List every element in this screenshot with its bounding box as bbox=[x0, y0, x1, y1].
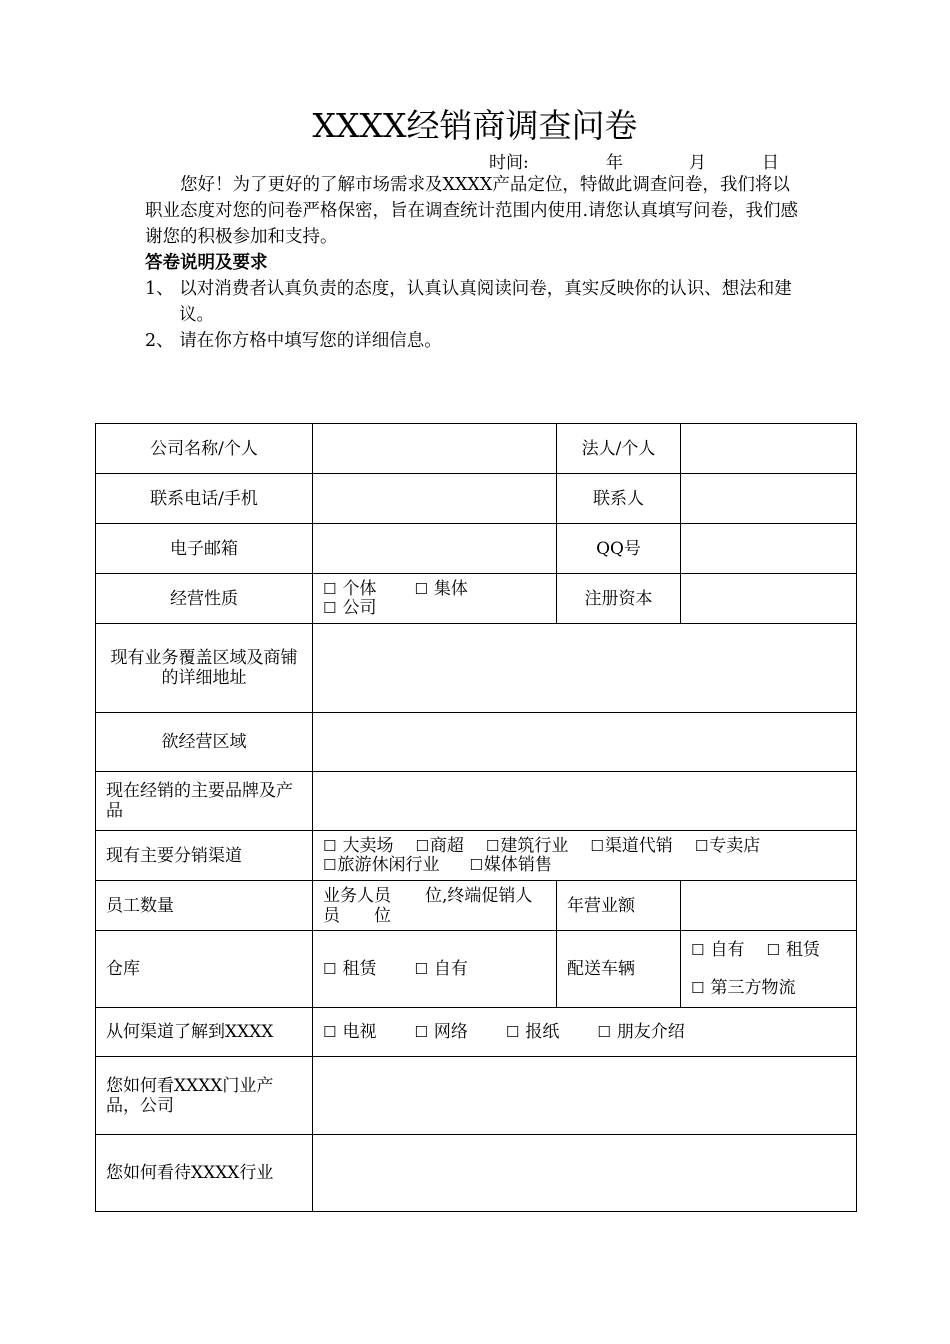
revenue-field[interactable] bbox=[681, 881, 857, 931]
source-label: 从何渠道了解到XXXX bbox=[96, 1008, 313, 1057]
checkbox-icon[interactable]: ☐ bbox=[415, 836, 429, 855]
checkbox-icon[interactable]: ☐ bbox=[414, 960, 428, 978]
coverage-label: 现有业务覆盖区域及商铺的详细地址 bbox=[96, 624, 313, 713]
channel-option[interactable]: ☐ 大卖场 bbox=[323, 835, 394, 856]
channels-label: 现有主要分销渠道 bbox=[96, 831, 313, 881]
contact-field[interactable] bbox=[681, 474, 857, 524]
checkbox-icon[interactable]: ☐ bbox=[691, 941, 705, 959]
business-nature-options bbox=[313, 574, 557, 624]
instructions-heading: 答卷说明及要求 bbox=[145, 253, 268, 273]
source-option[interactable]: ☐ 电视 bbox=[323, 1022, 377, 1042]
checkbox-icon[interactable]: ☐ bbox=[766, 941, 780, 959]
nature-option[interactable]: ☐ 集体 bbox=[414, 578, 468, 599]
channel-option[interactable]: ☐渠道代销 bbox=[590, 835, 673, 856]
source-options bbox=[313, 1008, 857, 1057]
view-industry-label: 您如何看待XXXX行业 bbox=[96, 1135, 313, 1212]
checkbox-icon[interactable]: ☐ bbox=[323, 960, 337, 978]
checkbox-icon[interactable]: ☐ bbox=[323, 579, 337, 598]
phone-label: 联系电话/手机 bbox=[96, 474, 313, 524]
page-title: XXXX经销商调查问卷 bbox=[312, 106, 638, 145]
desired-region-label: 欲经营区域 bbox=[96, 713, 313, 772]
checkbox-icon[interactable]: ☐ bbox=[323, 836, 337, 855]
business-nature-label: 经营性质 bbox=[96, 574, 313, 624]
checkbox-icon[interactable]: ☐ bbox=[590, 836, 604, 855]
date-day: 日 bbox=[762, 153, 779, 173]
legal-person-field[interactable] bbox=[681, 424, 857, 474]
warehouse-option[interactable]: ☐ 租赁 bbox=[323, 959, 377, 979]
warehouse-option[interactable]: ☐ 自有 bbox=[414, 959, 468, 979]
qq-field[interactable] bbox=[681, 524, 857, 574]
checkbox-icon[interactable]: ☐ bbox=[323, 598, 337, 617]
checkbox-icon[interactable]: ☐ bbox=[414, 1023, 428, 1041]
date-label: 时间: bbox=[489, 153, 529, 173]
checkbox-icon[interactable]: ☐ bbox=[323, 1023, 337, 1041]
revenue-label: 年营业额 bbox=[557, 881, 681, 931]
checkbox-icon[interactable]: ☐ bbox=[694, 836, 709, 855]
intro-greeting: 您好！为了更好的了解市场需求及XXXX产品定位，特做此调查问卷，我们将以职业态度对您的问卷严格保密，旨在调查统计范围内使用.请您认真填写问卷，我们感谢您的积极参加和支持。 bbox=[145, 175, 799, 247]
vehicles-options bbox=[681, 931, 857, 1008]
source-option[interactable]: ☐ 网络 bbox=[414, 1022, 468, 1042]
contact-label: 联系人 bbox=[557, 474, 681, 524]
warehouse-label: 仓库 bbox=[96, 931, 313, 1008]
checkbox-icon[interactable]: ☐ bbox=[469, 855, 483, 874]
checkbox-icon[interactable]: ☐ bbox=[414, 579, 428, 598]
date-line bbox=[0, 148, 950, 172]
channel-option[interactable]: ☐媒体销售 bbox=[469, 854, 552, 875]
survey-form-table bbox=[95, 423, 857, 1212]
checkbox-icon[interactable]: ☐ bbox=[485, 836, 500, 855]
channels-options bbox=[313, 831, 857, 881]
staff-label: 员工数量 bbox=[96, 881, 313, 931]
intro-section bbox=[145, 172, 807, 354]
warehouse-options bbox=[313, 931, 557, 1008]
desired-region-field[interactable] bbox=[313, 713, 857, 772]
nature-option[interactable]: ☐ 公司 bbox=[323, 597, 377, 618]
checkbox-icon[interactable]: ☐ bbox=[505, 1023, 520, 1041]
channel-option[interactable]: ☐旅游休闲行业 bbox=[323, 854, 440, 875]
channel-option[interactable]: ☐商超 bbox=[415, 835, 464, 856]
company-name-label: 公司名称/个人 bbox=[96, 424, 313, 474]
view-company-field[interactable] bbox=[313, 1057, 857, 1135]
view-industry-field[interactable] bbox=[313, 1135, 857, 1212]
legal-person-label: 法人/个人 bbox=[557, 424, 681, 474]
phone-field[interactable] bbox=[313, 474, 557, 524]
vehicle-option[interactable]: ☐ 租赁 bbox=[766, 940, 820, 960]
date-year: 年 bbox=[606, 153, 623, 173]
brands-field[interactable] bbox=[313, 772, 857, 831]
checkbox-icon[interactable]: ☐ bbox=[323, 855, 337, 874]
nature-option[interactable]: ☐ 个体 bbox=[323, 578, 377, 599]
coverage-field[interactable] bbox=[313, 624, 857, 713]
email-label: 电子邮箱 bbox=[96, 524, 313, 574]
qq-label: QQ号 bbox=[557, 524, 681, 574]
vehicles-label: 配送车辆 bbox=[557, 931, 681, 1008]
source-option[interactable]: ☐ 报纸 bbox=[505, 1022, 560, 1042]
checkbox-icon[interactable]: ☐ bbox=[597, 1023, 611, 1041]
view-company-label: 您如何看XXXX门业产品，公司 bbox=[96, 1057, 313, 1135]
date-month: 月 bbox=[689, 153, 706, 173]
email-field[interactable] bbox=[313, 524, 557, 574]
source-option[interactable]: ☐ 朋友介绍 bbox=[597, 1022, 685, 1042]
capital-field[interactable] bbox=[681, 574, 857, 624]
vehicle-option[interactable]: ☐ 第三方物流 bbox=[691, 978, 796, 998]
channel-option[interactable]: ☐专卖店 bbox=[694, 835, 761, 856]
company-name-field[interactable] bbox=[313, 424, 557, 474]
staff-field[interactable]: 业务人员 位,终端促销人员 位 bbox=[313, 881, 557, 931]
instruction-item: 2、 请在你方格中填写您的详细信息。 bbox=[145, 331, 442, 351]
instruction-item: 1、 以对消费者认真负责的态度，认真认真阅读问卷，真实反映你的认识、想法和建议。 bbox=[145, 279, 792, 325]
channel-option[interactable]: ☐建筑行业 bbox=[485, 835, 569, 856]
checkbox-icon[interactable]: ☐ bbox=[691, 979, 705, 997]
vehicle-option[interactable]: ☐ 自有 bbox=[691, 940, 745, 960]
capital-label: 注册资本 bbox=[557, 574, 681, 624]
brands-label: 现在经销的主要品牌及产品 bbox=[96, 772, 313, 831]
